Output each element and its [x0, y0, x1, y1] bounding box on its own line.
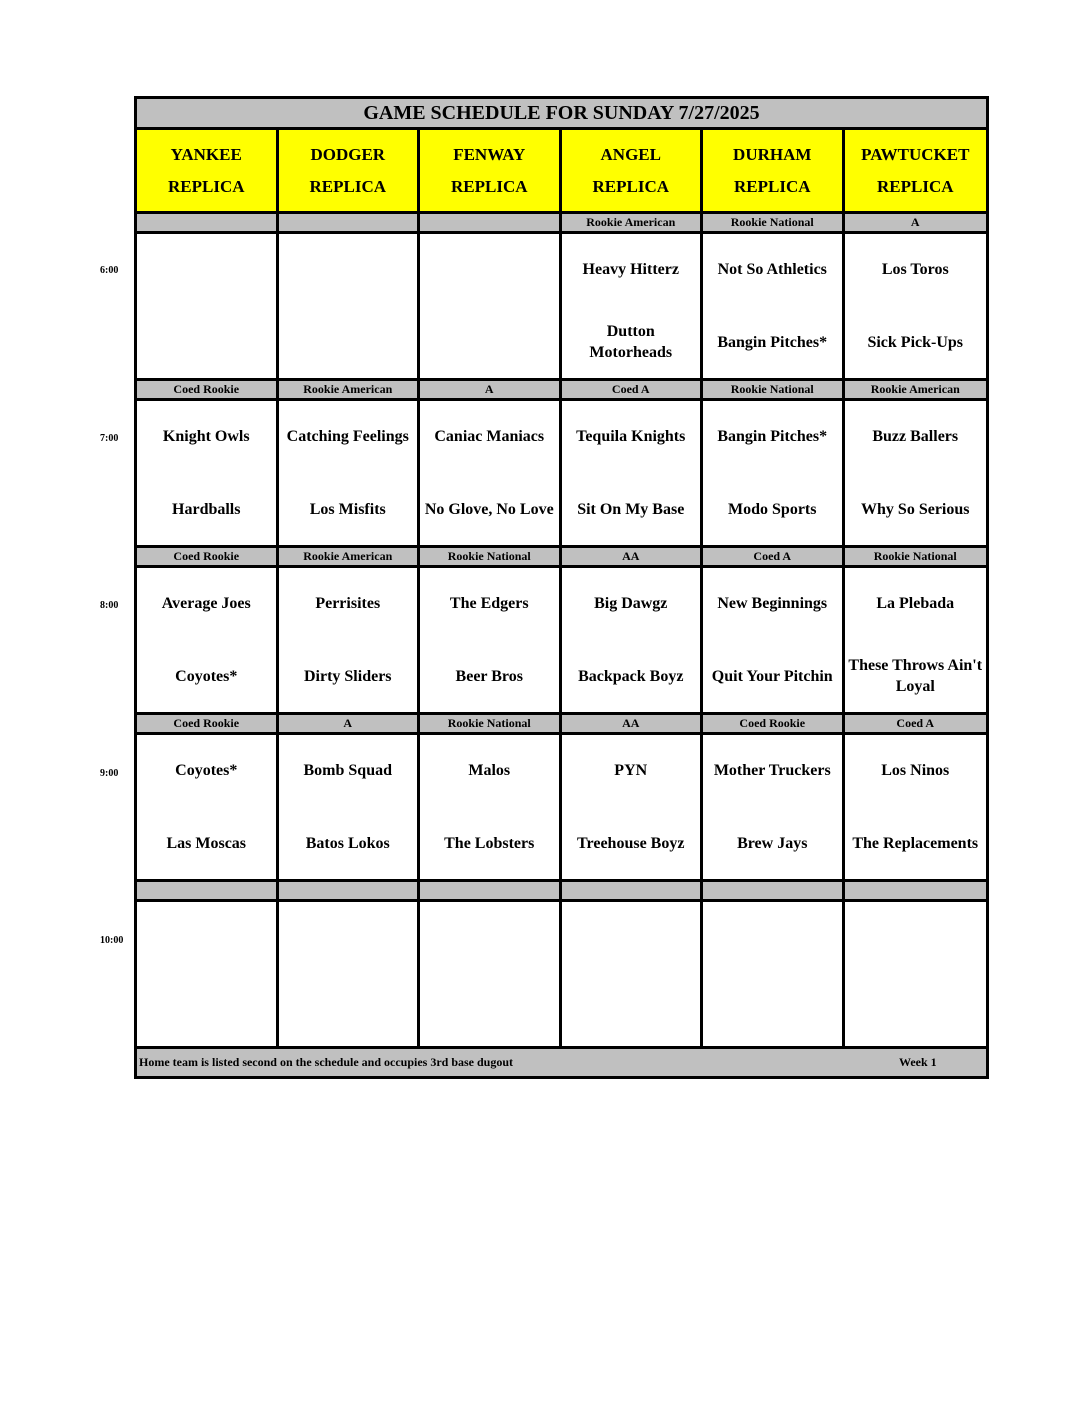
home-team: Bangin Pitches* [717, 333, 828, 351]
week-label: Week 1 [899, 1055, 937, 1069]
home-team: Backpack Boyz [578, 667, 684, 685]
division-label: Coed Rookie [703, 715, 845, 735]
division-label: Coed A [845, 715, 987, 735]
away-team: Knight Owls [162, 428, 250, 445]
away-team: Coyotes* [175, 762, 238, 779]
division-label: Coed A [703, 548, 845, 568]
away-team [562, 902, 701, 974]
home-team: No Glove, No Love [424, 500, 554, 518]
division-label [845, 882, 987, 902]
away-team: Malos [468, 762, 511, 779]
home-team [279, 306, 418, 378]
game-cell [137, 568, 279, 715]
game-cell [137, 902, 279, 1049]
game-cell [279, 401, 421, 548]
game-cell [703, 735, 845, 882]
game-cell [137, 234, 279, 381]
away-team: Mother Truckers [713, 762, 831, 779]
home-team: Batos Lokos [305, 834, 390, 852]
division-label: Rookie American [279, 381, 421, 401]
venue-header [562, 130, 704, 214]
away-team: Tequila Knights [576, 428, 686, 445]
division-label [420, 882, 562, 902]
venue-name: DODGER [310, 144, 386, 164]
home-team [845, 974, 987, 1046]
home-team: Quit Your Pitchin [711, 667, 833, 685]
division-label [279, 882, 421, 902]
away-team: New Beginnings [717, 595, 828, 612]
time-label: 8:00 [100, 600, 119, 611]
away-team: Caniac Maniacs [434, 428, 545, 445]
away-team: Heavy Hitterz [582, 261, 679, 278]
venue-header [703, 130, 845, 214]
venue-subtitle: REPLICA [167, 176, 245, 196]
away-team: Big Dawgz [594, 595, 668, 612]
away-team [845, 902, 987, 974]
division-label: Rookie National [703, 214, 845, 234]
division-label: Rookie National [420, 715, 562, 735]
home-team: Modo Sports [728, 500, 817, 518]
game-cell [845, 234, 987, 381]
game-cell [137, 401, 279, 548]
game-cell [420, 568, 562, 715]
division-label: A [845, 214, 987, 234]
division-label [420, 214, 562, 234]
venue-name: PAWTUCKET [861, 144, 970, 164]
game-cell [703, 568, 845, 715]
home-team: Sit On My Base [577, 500, 685, 518]
schedule-table [134, 96, 989, 1079]
home-team [420, 306, 559, 378]
game-cell [562, 735, 704, 882]
game-cell [845, 902, 987, 1049]
venue-name: FENWAY [453, 144, 526, 164]
venue-subtitle: REPLICA [876, 176, 954, 196]
away-team [279, 234, 418, 306]
home-team: These Throws Ain't Loyal [848, 657, 983, 695]
home-team: Beer Bros [455, 667, 523, 685]
schedule-footer [137, 1049, 986, 1076]
away-team: Not So Athletics [717, 261, 827, 278]
time-label: 6:00 [100, 265, 119, 276]
venue-name: YANKEE [170, 144, 242, 164]
game-cell [703, 902, 845, 1049]
away-team: Bomb Squad [303, 762, 392, 779]
game-cell [703, 401, 845, 548]
venue-subtitle: REPLICA [309, 176, 386, 196]
away-team: Buzz Ballers [872, 428, 959, 445]
division-label [562, 882, 704, 902]
division-label [703, 882, 845, 902]
venue-subtitle: REPLICA [733, 176, 811, 196]
division-label: A [279, 715, 421, 735]
game-cell [562, 902, 704, 1049]
game-cell [279, 902, 421, 1049]
game-cell [279, 735, 421, 882]
game-cell [845, 401, 987, 548]
away-team: Catching Feelings [286, 428, 409, 445]
home-team: Coyotes* [175, 667, 238, 685]
game-cell [420, 234, 562, 381]
division-label: Rookie American [562, 214, 704, 234]
venue-header [845, 130, 987, 214]
away-team [279, 902, 418, 974]
division-label: Rookie American [845, 381, 987, 401]
home-team: Why So Serious [861, 500, 970, 518]
game-cell [562, 568, 704, 715]
away-team: Bangin Pitches* [717, 428, 828, 445]
home-team: Brew Jays [737, 834, 808, 852]
game-cell [845, 568, 987, 715]
home-team: The Replacements [852, 834, 979, 852]
away-team: Los Toros [881, 261, 949, 278]
away-team [137, 902, 276, 974]
home-team: The Lobsters [444, 834, 535, 852]
division-label: Coed Rookie [137, 381, 279, 401]
venue-name: ANGEL [600, 144, 661, 164]
division-label: Rookie National [703, 381, 845, 401]
division-label: Rookie American [279, 548, 421, 568]
home-team: Treehouse Boyz [577, 834, 685, 852]
game-cell [420, 735, 562, 882]
game-cell [279, 234, 421, 381]
venue-name: DURHAM [733, 144, 812, 164]
venue-header [420, 130, 562, 214]
footer-note: Home team is listed second on the schedule and occupies 3rd base dugout [139, 1055, 514, 1069]
home-team [279, 974, 418, 1046]
division-label [279, 214, 421, 234]
away-team [137, 234, 276, 306]
home-team: Dirty Sliders [303, 667, 392, 685]
away-team: The Edgers [449, 595, 529, 612]
game-cell [137, 735, 279, 882]
away-team: Average Joes [161, 595, 251, 612]
game-cell [420, 401, 562, 548]
division-label: AA [562, 548, 704, 568]
home-team [420, 974, 559, 1046]
time-label: 9:00 [100, 767, 119, 779]
division-label: Coed Rookie [137, 715, 279, 735]
division-label: Coed A [562, 381, 704, 401]
home-team [137, 974, 276, 1046]
home-team: Los Misfits [309, 500, 386, 518]
game-cell [420, 902, 562, 1049]
away-team [703, 902, 842, 974]
home-team [703, 974, 842, 1046]
division-label: Rookie National [420, 548, 562, 568]
division-label: Coed Rookie [137, 548, 279, 568]
division-label [137, 882, 279, 902]
game-cell [279, 568, 421, 715]
away-team: Perrisites [315, 595, 381, 612]
away-team [420, 902, 559, 974]
away-team: PYN [614, 762, 648, 779]
home-team: Hardballs [172, 500, 241, 518]
time-label: 10:00 [100, 935, 124, 946]
home-team: Sick Pick-Ups [867, 333, 964, 351]
game-cell [562, 234, 704, 381]
schedule-title: GAME SCHEDULE FOR SUNDAY 7/27/2025 [137, 99, 986, 130]
division-label: Rookie National [845, 548, 987, 568]
venue-header [137, 130, 279, 214]
away-team [420, 234, 559, 306]
game-cell [562, 401, 704, 548]
venue-subtitle: REPLICA [592, 176, 669, 196]
venue-subtitle: REPLICA [450, 176, 528, 196]
game-cell [845, 735, 987, 882]
game-cell [703, 234, 845, 381]
division-label: AA [562, 715, 704, 735]
home-team [562, 974, 701, 1046]
away-team: La Plebada [876, 595, 955, 612]
home-team [137, 306, 276, 378]
away-team: Los Ninos [881, 762, 950, 779]
division-label: A [420, 381, 562, 401]
venue-header [279, 130, 421, 214]
time-label: 7:00 [100, 432, 119, 444]
home-team: Las Moscas [166, 834, 247, 852]
division-label [137, 214, 279, 234]
home-team: Dutton Motorheads [589, 323, 673, 361]
